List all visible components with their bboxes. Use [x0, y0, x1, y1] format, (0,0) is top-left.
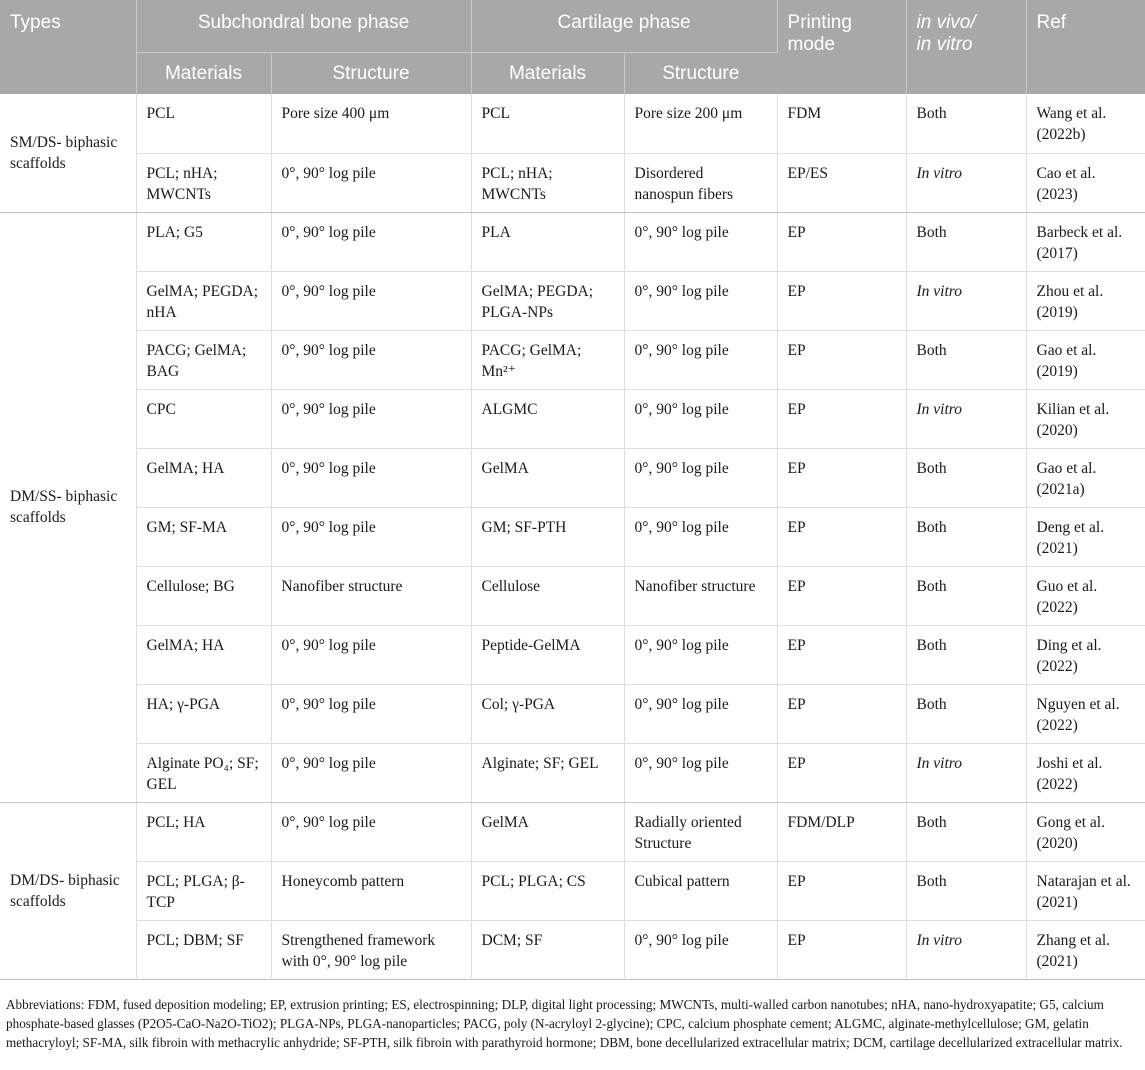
- cartilage-structure-cell: 0°, 90° log pile: [624, 448, 777, 507]
- cartilage-materials-cell: Peptide-GelMA: [471, 625, 624, 684]
- header-in-vivo-vitro: [906, 0, 1026, 94]
- subchondral-structure-cell: 0°, 90° log pile: [271, 330, 471, 389]
- subchondral-materials-cell: PCL; DBM; SF: [136, 920, 271, 979]
- subchondral-materials-cell: PACG; GelMA; BAG: [136, 330, 271, 389]
- in-vivo-vitro-cell: Both: [906, 861, 1026, 920]
- cartilage-structure-cell: 0°, 90° log pile: [624, 330, 777, 389]
- in-vivo-vitro-cell: Both: [906, 566, 1026, 625]
- subchondral-structure-cell: 0°, 90° log pile: [271, 448, 471, 507]
- printing-mode-cell: EP: [777, 743, 906, 802]
- ref-cell: Barbeck et al. (2017): [1026, 212, 1145, 271]
- ref-cell: Deng et al. (2021): [1026, 507, 1145, 566]
- cartilage-materials-cell: PLA: [471, 212, 624, 271]
- printing-mode-cell: EP: [777, 920, 906, 979]
- in-vivo-vitro-cell: Both: [906, 330, 1026, 389]
- in-vivo-vitro-cell: In vitro: [906, 743, 1026, 802]
- cartilage-materials-cell: PCL: [471, 94, 624, 153]
- in-vivo-vitro-cell: In vitro: [906, 389, 1026, 448]
- header-ref: Ref: [1026, 0, 1145, 94]
- ref-cell: Cao et al. (2023): [1026, 153, 1145, 212]
- table-row: [0, 684, 1145, 743]
- cartilage-materials-cell: GelMA; PEGDA; PLGA-NPs: [471, 271, 624, 330]
- scaffold-type-cell: SM/DS- biphasic scaffolds: [0, 94, 136, 212]
- table-row: [0, 212, 1145, 271]
- cartilage-materials-cell: PCL; PLGA; CS: [471, 861, 624, 920]
- table-row: [0, 743, 1145, 802]
- cartilage-materials-cell: PCL; nHA; MWCNTs: [471, 153, 624, 212]
- header-in-vivo: in vivo/: [916, 12, 976, 33]
- printing-mode-cell: FDM/DLP: [777, 802, 906, 861]
- ref-cell: Zhou et al. (2019): [1026, 271, 1145, 330]
- header-printing-mode: Printing mode: [777, 0, 906, 94]
- header-subchondral-phase: Subchondral bone phase: [136, 0, 471, 52]
- printing-mode-cell: EP: [777, 389, 906, 448]
- subchondral-structure-cell: 0°, 90° log pile: [271, 271, 471, 330]
- header-cartilage-structure: Structure: [624, 52, 777, 94]
- ref-cell: Gong et al. (2020): [1026, 802, 1145, 861]
- table-row: [0, 271, 1145, 330]
- cartilage-structure-cell: Radially oriented Structure: [624, 802, 777, 861]
- subchondral-structure-cell: 0°, 90° log pile: [271, 625, 471, 684]
- table-row: [0, 153, 1145, 212]
- table-row: [0, 448, 1145, 507]
- header-subchondral-materials: Materials: [136, 52, 271, 94]
- cartilage-materials-cell: Cellulose: [471, 566, 624, 625]
- in-vivo-vitro-cell: Both: [906, 625, 1026, 684]
- ref-cell: Zhang et al. (2021): [1026, 920, 1145, 979]
- subchondral-structure-cell: Strengthened framework with 0°, 90° log pile: [271, 920, 471, 979]
- cartilage-structure-cell: 0°, 90° log pile: [624, 920, 777, 979]
- ref-cell: Gao et al. (2021a): [1026, 448, 1145, 507]
- header-cartilage-phase: Cartilage phase: [471, 0, 777, 52]
- printing-mode-cell: EP: [777, 566, 906, 625]
- in-vivo-vitro-cell: Both: [906, 212, 1026, 271]
- scaffold-type-cell: DM/SS- biphasic scaffolds: [0, 212, 136, 802]
- in-vivo-vitro-cell: In vitro: [906, 271, 1026, 330]
- subchondral-structure-cell: Pore size 400 μm: [271, 94, 471, 153]
- in-vivo-vitro-cell: Both: [906, 802, 1026, 861]
- table-row: [0, 802, 1145, 861]
- subchondral-materials-cell: GelMA; PEGDA; nHA: [136, 271, 271, 330]
- cartilage-structure-cell: 0°, 90° log pile: [624, 212, 777, 271]
- in-vivo-vitro-cell: In vitro: [906, 153, 1026, 212]
- cartilage-structure-cell: Disordered nanospun fibers: [624, 153, 777, 212]
- subchondral-materials-cell: PLA; G5: [136, 212, 271, 271]
- printing-mode-cell: EP: [777, 684, 906, 743]
- subchondral-structure-cell: 0°, 90° log pile: [271, 389, 471, 448]
- table-row: [0, 94, 1145, 153]
- table-row: [0, 625, 1145, 684]
- scaffold-type-cell: DM/DS- biphasic scaffolds: [0, 802, 136, 979]
- ref-cell: Natarajan et al. (2021): [1026, 861, 1145, 920]
- ref-cell: Guo et al. (2022): [1026, 566, 1145, 625]
- printing-mode-cell: EP: [777, 861, 906, 920]
- table-row: [0, 861, 1145, 920]
- subchondral-materials-cell: Cellulose; BG: [136, 566, 271, 625]
- table-header: [0, 0, 1145, 94]
- cartilage-materials-cell: Col; γ-PGA: [471, 684, 624, 743]
- cartilage-materials-cell: GelMA: [471, 802, 624, 861]
- cartilage-structure-cell: 0°, 90° log pile: [624, 389, 777, 448]
- in-vivo-vitro-cell: Both: [906, 507, 1026, 566]
- cartilage-materials-cell: DCM; SF: [471, 920, 624, 979]
- cartilage-materials-cell: Alginate; SF; GEL: [471, 743, 624, 802]
- printing-mode-cell: EP: [777, 330, 906, 389]
- table-row: [0, 920, 1145, 979]
- printing-mode-cell: EP/ES: [777, 153, 906, 212]
- in-vivo-vitro-cell: Both: [906, 448, 1026, 507]
- subchondral-materials-cell: CPC: [136, 389, 271, 448]
- subchondral-materials-cell: PCL; PLGA; β-TCP: [136, 861, 271, 920]
- subchondral-structure-cell: 0°, 90° log pile: [271, 507, 471, 566]
- cartilage-materials-cell: GM; SF-PTH: [471, 507, 624, 566]
- subchondral-structure-cell: Honeycomb pattern: [271, 861, 471, 920]
- table-row: [0, 389, 1145, 448]
- cartilage-structure-cell: 0°, 90° log pile: [624, 271, 777, 330]
- cartilage-structure-cell: Nanofiber structure: [624, 566, 777, 625]
- abbreviations-footnote: Abbreviations: FDM, fused deposition modeling; EP, extrusion printing; ES, electrospinning; DLP, digital light processing; MWCNTs, multi-walled carbon nanotubes; nHA, nano-hydroxyapatite; G5, calcium phosphate-based glasses (P2O5-CaO-Na2O-TiO2); PLGA-NPs, PLGA-nanoparticles; PACG, poly (N-acryloyl 2-glycine); CPC, calcium phosphate cement; ALGMC, alginate-methylcellulose; GM, gelatin methacryloyl; SF-MA, silk fibroin with methacrylic anhydride; SF-PTH, silk fibroin with parathyroid hormone; DBM, bone decellularized extracellular matrix; DCM, cartilage decellularized extracellular matrix.: [6, 997, 1123, 1050]
- subchondral-structure-cell: 0°, 90° log pile: [271, 684, 471, 743]
- table-row: [0, 330, 1145, 389]
- cartilage-structure-cell: 0°, 90° log pile: [624, 743, 777, 802]
- subchondral-materials-cell: GelMA; HA: [136, 625, 271, 684]
- ref-cell: Joshi et al. (2022): [1026, 743, 1145, 802]
- subchondral-structure-cell: 0°, 90° log pile: [271, 153, 471, 212]
- subchondral-structure-cell: 0°, 90° log pile: [271, 743, 471, 802]
- ref-cell: Gao et al. (2019): [1026, 330, 1145, 389]
- cartilage-structure-cell: Cubical pattern: [624, 861, 777, 920]
- header-types: Types: [0, 0, 136, 94]
- subchondral-materials-cell: GelMA; HA: [136, 448, 271, 507]
- cartilage-structure-cell: Pore size 200 μm: [624, 94, 777, 153]
- subchondral-materials-cell: Alginate PO₄; SF; GEL: [136, 743, 271, 802]
- cartilage-materials-cell: ALGMC: [471, 389, 624, 448]
- cartilage-structure-cell: 0°, 90° log pile: [624, 507, 777, 566]
- printing-mode-cell: EP: [777, 625, 906, 684]
- subchondral-structure-cell: 0°, 90° log pile: [271, 212, 471, 271]
- header-in-vitro: in vitro: [916, 34, 973, 55]
- printing-mode-cell: EP: [777, 448, 906, 507]
- subchondral-structure-cell: Nanofiber structure: [271, 566, 471, 625]
- subchondral-materials-cell: HA; γ-PGA: [136, 684, 271, 743]
- cartilage-structure-cell: 0°, 90° log pile: [624, 684, 777, 743]
- printing-mode-cell: FDM: [777, 94, 906, 153]
- header-cartilage-materials: Materials: [471, 52, 624, 94]
- table-row: [0, 566, 1145, 625]
- subchondral-materials-cell: PCL: [136, 94, 271, 153]
- in-vivo-vitro-cell: Both: [906, 684, 1026, 743]
- printing-mode-cell: EP: [777, 271, 906, 330]
- subchondral-structure-cell: 0°, 90° log pile: [271, 802, 471, 861]
- in-vivo-vitro-cell: Both: [906, 94, 1026, 153]
- cartilage-materials-cell: PACG; GelMA; Mn²⁺: [471, 330, 624, 389]
- ref-cell: Ding et al. (2022): [1026, 625, 1145, 684]
- in-vivo-vitro-cell: In vitro: [906, 920, 1026, 979]
- ref-cell: Kilian et al. (2020): [1026, 389, 1145, 448]
- subchondral-materials-cell: GM; SF-MA: [136, 507, 271, 566]
- table-row: [0, 507, 1145, 566]
- subchondral-materials-cell: PCL; HA: [136, 802, 271, 861]
- ref-cell: Nguyen et al. (2022): [1026, 684, 1145, 743]
- ref-cell: Wang et al. (2022b): [1026, 94, 1145, 153]
- printing-mode-cell: EP: [777, 212, 906, 271]
- cartilage-structure-cell: 0°, 90° log pile: [624, 625, 777, 684]
- cartilage-materials-cell: GelMA: [471, 448, 624, 507]
- table-body: [0, 94, 1145, 979]
- printing-mode-cell: EP: [777, 507, 906, 566]
- subchondral-materials-cell: PCL; nHA; MWCNTs: [136, 153, 271, 212]
- header-subchondral-structure: Structure: [271, 52, 471, 94]
